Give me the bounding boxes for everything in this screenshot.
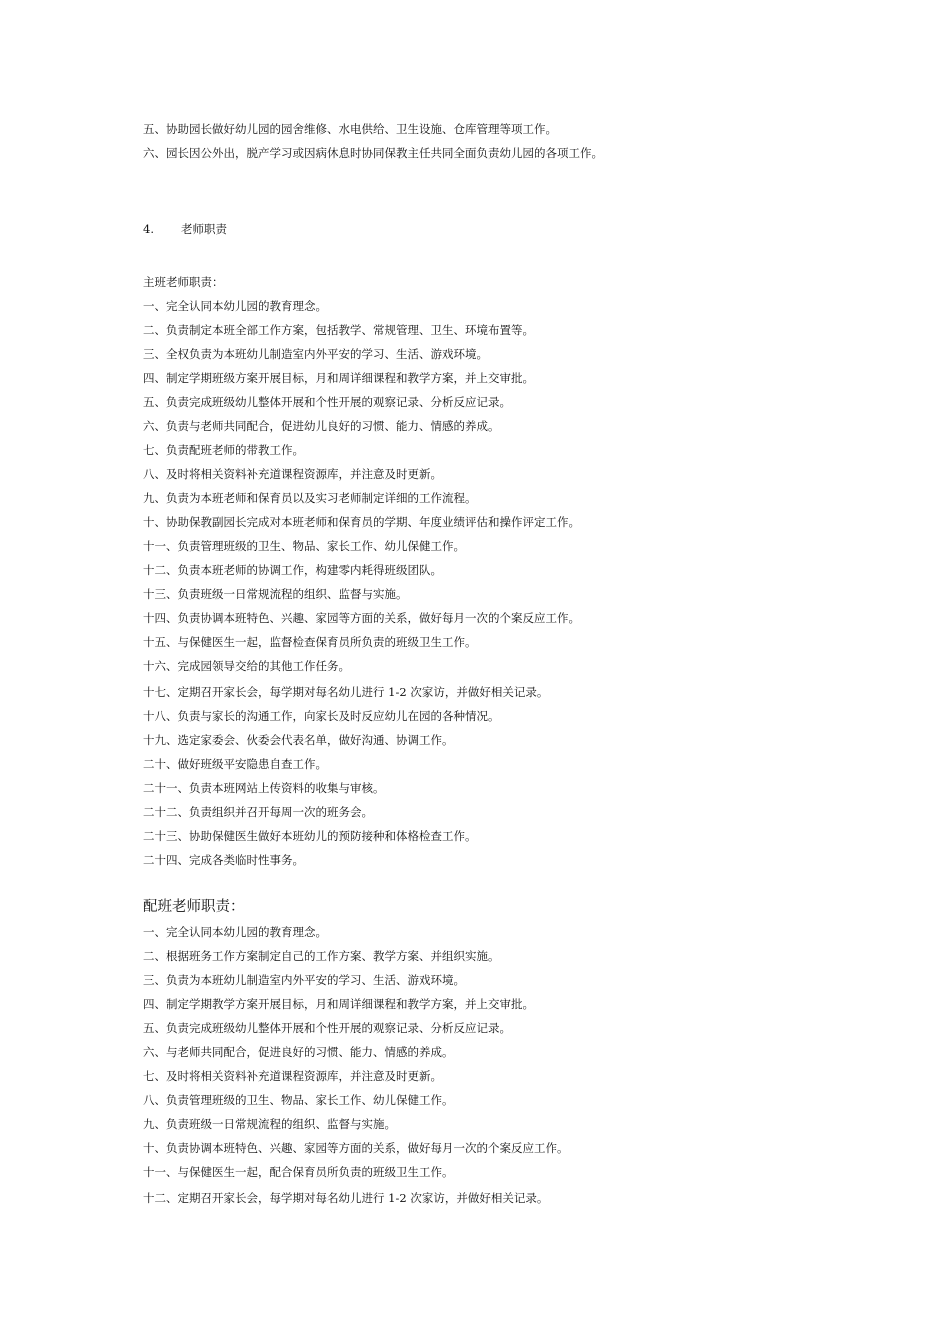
assistant-teacher-item: 二、根据班务工作方案制定自己的工作方案、教学方案、并组织实施。 <box>143 949 500 963</box>
assistant-teacher-item: 六、与老师共同配合，促进良好的习惯、能力、情感的养成。 <box>143 1045 454 1059</box>
head-teacher-item: 一、完全认同本幼儿园的教育理念。 <box>143 299 327 313</box>
head-teacher-item: 十八、负责与家长的沟通工作，向家长及时反应幼儿在园的各种情况。 <box>143 709 500 723</box>
assistant-teacher-item: 十二、定期召开家长会，每学期对每名幼儿进行 1-2 次家访，并做好相关记录。 <box>143 1191 549 1205</box>
assistant-teacher-item: 三、负责为本班幼儿制造室内外平安的学习、生活、游戏环境。 <box>143 973 465 987</box>
assistant-teacher-heading: 配班老师职责： <box>143 899 245 915</box>
head-teacher-item: 十、协助保教副园长完成对本班老师和保育员的学期、年度业绩评估和操作评定工作。 <box>143 515 580 529</box>
head-teacher-item: 二十三、协助保健医生做好本班幼儿的预防接种和体格检查工作。 <box>143 829 477 843</box>
assistant-teacher-item: 十、负责协调本班特色、兴趣、家园等方面的关系，做好每月一次的个案反应工作。 <box>143 1141 569 1155</box>
section-number: 4. <box>143 222 154 236</box>
head-teacher-item: 十四、负责协调本班特色、兴趣、家园等方面的关系，做好每月一次的个案反应工作。 <box>143 611 580 625</box>
assistant-teacher-item: 十一、与保健医生一起，配合保育员所负责的班级卫生工作。 <box>143 1165 454 1179</box>
head-teacher-item: 十五、与保健医生一起，监督检查保育员所负责的班级卫生工作。 <box>143 635 477 649</box>
head-teacher-item: 十一、负责管理班级的卫生、物品、家长工作、幼儿保健工作。 <box>143 539 465 553</box>
head-teacher-item: 十七、定期召开家长会，每学期对每名幼儿进行 1-2 次家访，并做好相关记录。 <box>143 685 549 699</box>
head-teacher-item: 十六、完成园领导交给的其他工作任务。 <box>143 659 350 673</box>
head-teacher-heading: 主班老师职责： <box>143 275 224 289</box>
assistant-teacher-item: 一、完全认同本幼儿园的教育理念。 <box>143 925 327 939</box>
head-teacher-item: 七、负责配班老师的带教工作。 <box>143 443 304 457</box>
assistant-teacher-item: 九、负责班级一日常规流程的组织、监督与实施。 <box>143 1117 396 1131</box>
intro-item: 六、园长因公外出，脱产学习或因病休息时协同保教主任共同全面负责幼儿园的各项工作。 <box>143 146 603 160</box>
intro-item: 五、协助园长做好幼儿园的园舍维修、水电供给、卫生设施、仓库管理等项工作。 <box>143 122 557 136</box>
assistant-teacher-item: 七、及时将相关资料补充道课程资源库，并注意及时更新。 <box>143 1069 442 1083</box>
assistant-teacher-item: 四、制定学期教学方案开展目标，月和周详细课程和教学方案，并上交审批。 <box>143 997 534 1011</box>
section-title: 老师职责 <box>181 222 227 236</box>
head-teacher-item: 四、制定学期班级方案开展目标，月和周详细课程和教学方案，并上交审批。 <box>143 371 534 385</box>
head-teacher-item: 十二、负责本班老师的协调工作，构建零内耗得班级团队。 <box>143 563 442 577</box>
head-teacher-item: 二十一、负责本班网站上传资料的收集与审核。 <box>143 781 385 795</box>
head-teacher-item: 十三、负责班级一日常规流程的组织、监督与实施。 <box>143 587 408 601</box>
head-teacher-item: 二十四、完成各类临时性事务。 <box>143 853 304 867</box>
head-teacher-item: 二十、做好班级平安隐患自查工作。 <box>143 757 327 771</box>
head-teacher-item: 二、负责制定本班全部工作方案，包括教学、常规管理、卫生、环境布置等。 <box>143 323 534 337</box>
head-teacher-item: 十九、选定家委会、伙委会代表名单，做好沟通、协调工作。 <box>143 733 454 747</box>
head-teacher-item: 九、负责为本班老师和保育员以及实习老师制定详细的工作流程。 <box>143 491 477 505</box>
assistant-teacher-item: 八、负责管理班级的卫生、物品、家长工作、幼儿保健工作。 <box>143 1093 454 1107</box>
head-teacher-item: 六、负责与老师共同配合，促进幼儿良好的习惯、能力、情感的养成。 <box>143 419 500 433</box>
head-teacher-item: 二十二、负责组织并召开每周一次的班务会。 <box>143 805 373 819</box>
assistant-teacher-item: 五、负责完成班级幼儿整体开展和个性开展的观察记录、分析反应记录。 <box>143 1021 511 1035</box>
head-teacher-item: 八、及时将相关资料补充道课程资源库，并注意及时更新。 <box>143 467 442 481</box>
head-teacher-item: 五、负责完成班级幼儿整体开展和个性开展的观察记录、分析反应记录。 <box>143 395 511 409</box>
head-teacher-item: 三、全权负责为本班幼儿制造室内外平安的学习、生活、游戏环境。 <box>143 347 488 361</box>
